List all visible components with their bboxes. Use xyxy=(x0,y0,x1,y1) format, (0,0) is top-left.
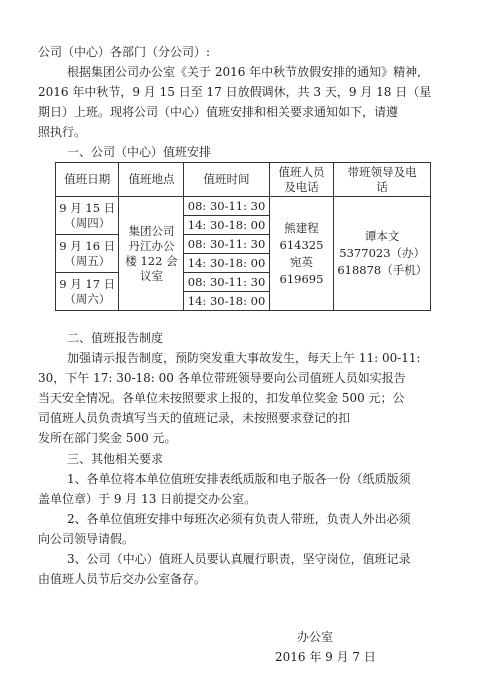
time-cell: 14: 30-18: 00 xyxy=(184,254,269,273)
intro-line-2: 2016 年中秋节，9 月 15 日至 17 日放假调休，共 3 天，9 月 18 日（星 xyxy=(38,85,432,99)
section3-title: 三、其他相关要求 xyxy=(67,452,164,466)
section3-line-1: 1、各单位将本单位值班安排表纸质版和电子版各一份（纸质版须 xyxy=(67,472,411,486)
section2-line-2: 30，下午 17: 30-18: 00 各单位带班领导要向公司值班人员如实报告 xyxy=(38,371,406,385)
duty-table xyxy=(55,162,431,311)
date-cell-1: 9 月 15 日 （周四） xyxy=(56,197,119,235)
section3-line-5: 3、公司（中心）值班人员要认真履行职责，坚守岗位，值班记录 xyxy=(67,552,411,566)
time-cell: 14: 30-18: 00 xyxy=(184,292,269,311)
time-cell: 08: 30-11: 30 xyxy=(184,235,269,254)
header-location: 值班地点 xyxy=(119,163,184,197)
intro-line-3: 期日）上班。现将公司（中心）值班安排和相关要求通知如下，请遵 xyxy=(38,105,399,119)
time-cell: 08: 30-11: 30 xyxy=(184,197,269,216)
salutation: 公司（中心）各部门（分公司）: xyxy=(38,45,211,59)
section3-line-6: 由值班人员节后交办公室备存。 xyxy=(38,572,207,586)
header-leader: 带班领导及电 话 xyxy=(334,163,431,197)
section2-line-5: 发所在部门奖金 500 元。 xyxy=(38,431,177,445)
section2-title: 二、值班报告制度 xyxy=(67,331,164,345)
section3-line-2: 盖单位章）于 9 月 13 日前提交办公室。 xyxy=(38,492,257,506)
time-cell: 08: 30-11: 30 xyxy=(184,273,269,292)
time-cell: 14: 30-18: 00 xyxy=(184,216,269,235)
section2-line-3: 当天安全情况。各单位未按照要求上报的，扣发单位奖金 500 元；公 xyxy=(38,391,405,405)
date-cell-2: 9 月 16 日 （周五） xyxy=(56,235,119,273)
intro-line-1: 根据集团公司办公室《关于 2016 年中秋节放假安排的通知》精神, xyxy=(67,65,421,79)
section1-title: 一、公司（中心）值班安排 xyxy=(67,145,212,159)
section3-line-4: 向公司领导请假。 xyxy=(38,532,135,546)
signature-org: 办公室 xyxy=(297,630,334,644)
location-cell: 集团公司 丹江办公 楼 122 会 议室 xyxy=(119,197,184,311)
leader-cell: 谭本文 5377023（办） 618878（手机） xyxy=(334,197,431,311)
table-row xyxy=(56,197,431,216)
date-cell-3: 9 月 17 日 （周六） xyxy=(56,273,119,311)
signature-date: 2016 年 9 月 7 日 xyxy=(275,650,376,664)
header-date: 值班日期 xyxy=(56,163,119,197)
intro-line-4: 照执行。 xyxy=(38,125,87,139)
table-header-row xyxy=(56,163,431,197)
section3-line-3: 2、各单位值班安排中每班次必须有负责人带班，负责人外出必须 xyxy=(67,512,411,526)
header-staff: 值班人员 及电话 xyxy=(269,163,334,197)
header-time: 值班时间 xyxy=(184,163,269,197)
section2-line-1: 加强请示报告制度，预防突发重大事故发生，每天上午 11: 00-11: xyxy=(67,351,421,365)
section2-line-4: 司值班人员负责填写当天的值班记录，未按照要求登记的扣 xyxy=(38,411,351,425)
staff-cell: 熊建程 614325 宛英 619695 xyxy=(269,197,334,311)
